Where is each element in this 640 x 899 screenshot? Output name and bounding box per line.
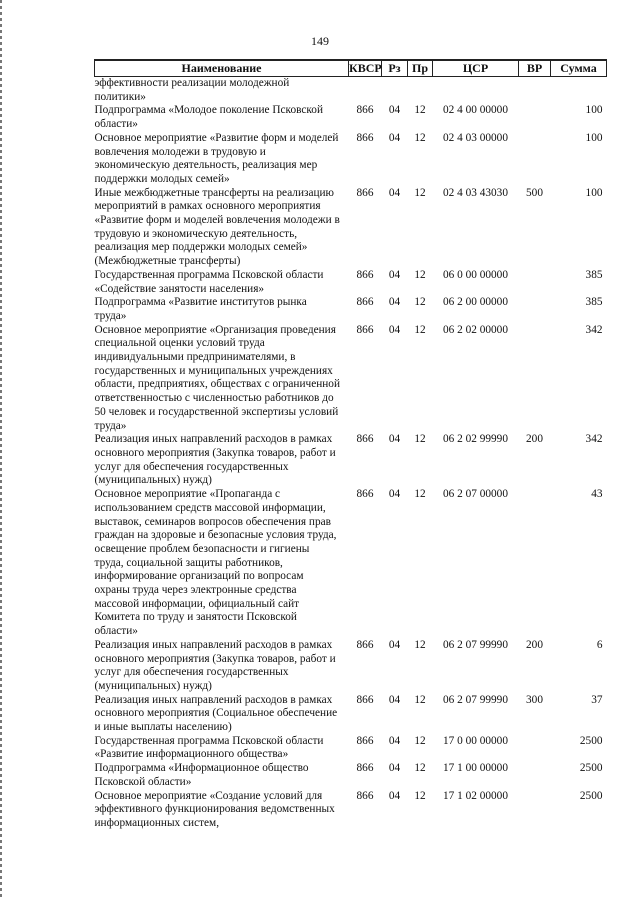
cell-pr: 12: [414, 268, 426, 281]
cell-rz: 04: [388, 104, 401, 117]
cell-csr: 02 4 03 00000: [443, 131, 508, 144]
header-name: Наименование: [95, 60, 349, 77]
cell-kvsr: 866: [356, 296, 374, 309]
cell-csr: 06 2 07 99990: [443, 638, 508, 651]
cell-csr: 02 4 00 00000: [443, 104, 508, 117]
table-row: [95, 735, 607, 762]
cell-name: Подпрограмма «Развитие институтов рынка труда»: [94, 296, 307, 322]
cell-csr: 06 2 07 00000: [443, 488, 508, 501]
cell-vr: 500: [526, 186, 543, 199]
cell-csr: 02 4 03 43030: [443, 186, 508, 199]
header-kvsr: КВСР: [349, 61, 382, 75]
cell-vr: [519, 296, 551, 323]
cell-rz: 04: [388, 734, 401, 747]
cell-pr: [408, 77, 433, 105]
table-body: [95, 77, 607, 831]
header-sum: Сумма: [551, 60, 607, 77]
cell-pr: 12: [414, 638, 426, 651]
cell-name: Государственная программа Псковской области «Развитие информационного общества»: [94, 734, 324, 761]
table-row: [95, 694, 607, 735]
cell-csr: 17 1 00 00000: [443, 762, 508, 775]
cell-kvsr: [349, 77, 382, 105]
budget-table-container: [94, 59, 606, 831]
cell-sum: 385: [585, 268, 603, 281]
cell-vr: 300: [526, 693, 543, 706]
cell-name: Основное мероприятие «Пропаганда с использованием средств массовой информации, выставок, семинаров вопросов обеспечения прав граждан на здоровые и безопасные условия труда, освещение проблем безопасности и гигиены труда, социальной защиты работников, информирование организаций по вопросам охраны труда через электронные средства массовой информации, официальный сайт Комитета по труду и занятости Псковской области»: [94, 488, 337, 638]
cell-name: Иные межбюджетные трансферты на реализацию мероприятий в рамках основного мероприятия «Развитие форм и моделей вовлечения молодежи в трудовую и экономическую деятельность, реализация мер поддержки молодых семей» (Межбюджетные трансферты): [94, 186, 340, 268]
cell-sum: 100: [585, 186, 603, 199]
cell-pr: 12: [414, 131, 426, 144]
header-pr: Пр: [408, 60, 433, 77]
cell-sum: 6: [596, 638, 603, 651]
cell-csr: 17 0 00 00000: [443, 734, 508, 747]
cell-sum: 2500: [579, 734, 603, 747]
cell-sum: [551, 77, 607, 105]
cell-rz: 04: [388, 762, 401, 775]
table-row: [95, 762, 607, 789]
cell-rz: [382, 77, 408, 105]
cell-pr: 12: [414, 186, 426, 199]
header-csr: ЦСР: [433, 60, 519, 77]
cell-name: Основное мероприятие «Организация проведения специальной оценки условий труда индивидуальными предпринимателями, в государственных и муниципальных учреждениях области, предприятиях, обществах с ограниченной ответственностью с численностью работников до 50 человек и государственной экспертизы условий труда»: [94, 323, 340, 432]
cell-kvsr: 866: [356, 734, 374, 747]
cell-name: Подпрограмма «Информационное общество Псковской области»: [94, 762, 309, 788]
cell-rz: 04: [388, 789, 401, 802]
cell-rz: 04: [388, 268, 401, 281]
cell-vr: [519, 324, 551, 434]
cell-vr: [519, 269, 551, 296]
cell-rz: 04: [388, 131, 401, 144]
header-vr: ВР: [519, 60, 551, 77]
cell-kvsr: 866: [356, 186, 374, 199]
cell-csr: 06 2 00 00000: [443, 296, 508, 309]
table-row: [95, 296, 607, 323]
cell-vr: [519, 790, 551, 831]
cell-vr: [519, 132, 551, 187]
cell-pr: 12: [414, 488, 426, 501]
cell-rz: 04: [388, 638, 401, 651]
cell-kvsr: 866: [356, 693, 374, 706]
cell-vr: [519, 488, 551, 639]
scan-edge: [0, 0, 2, 899]
budget-table: [94, 59, 607, 831]
cell-kvsr: 866: [356, 488, 374, 501]
table-row: [95, 488, 607, 639]
table-row: [95, 324, 607, 434]
cell-vr: 200: [526, 433, 543, 446]
cell-name: Реализация иных направлений расходов в рамках основного мероприятия (Закупка товаров, работ и услуг для обеспечения государственных (муниципальных) нужд): [94, 433, 336, 487]
cell-csr: 06 0 00 00000: [443, 268, 508, 281]
table-row: [95, 269, 607, 296]
cell-pr: 12: [414, 693, 426, 706]
cell-sum: 385: [585, 296, 603, 309]
cell-rz: 04: [388, 693, 401, 706]
cell-csr: 06 2 07 99990: [443, 693, 508, 706]
cell-name: Основное мероприятие «Развитие форм и моделей вовлечения молодежи в трудовую и экономическую деятельность, реализация мер поддержки молодых семей»: [94, 131, 339, 185]
cell-pr: 12: [414, 762, 426, 775]
cell-kvsr: 866: [356, 268, 374, 281]
cell-name: Реализация иных направлений расходов в рамках основного мероприятия (Закупка товаров, работ и услуг для обеспечения государственных (муниципальных) нужд): [94, 638, 336, 692]
cell-kvsr: 866: [356, 433, 374, 446]
cell-rz: 04: [388, 296, 401, 309]
cell-csr: 06 2 02 99990: [443, 433, 508, 446]
cell-csr: 17 1 02 00000: [443, 789, 508, 802]
cell-pr: 12: [414, 734, 426, 747]
cell-name: Основное мероприятие «Создание условий для эффективного функционирования ведомственных информационных систем,: [94, 789, 335, 829]
cell-name: Государственная программа Псковской области «Содействие занятости населения»: [94, 268, 324, 295]
cell-sum: 100: [585, 131, 603, 144]
cell-sum: 2500: [579, 762, 603, 775]
cell-kvsr: 866: [356, 131, 374, 144]
cell-csr: [433, 77, 519, 105]
header-rz: Рз: [382, 60, 408, 77]
cell-sum: 342: [585, 433, 603, 446]
cell-pr: 12: [414, 323, 426, 336]
cell-sum: 2500: [579, 789, 603, 802]
cell-csr: 06 2 02 00000: [443, 323, 508, 336]
cell-kvsr: 866: [356, 762, 374, 775]
table-row: [95, 790, 607, 831]
cell-vr: 200: [526, 638, 543, 651]
cell-pr: 12: [414, 433, 426, 446]
cell-sum: 100: [585, 104, 603, 117]
cell-pr: 12: [414, 296, 426, 309]
cell-rz: 04: [388, 323, 401, 336]
cell-rz: 04: [388, 433, 401, 446]
cell-vr: [519, 104, 551, 131]
cell-kvsr: 866: [356, 789, 374, 802]
page-number: 149: [311, 34, 329, 48]
cell-kvsr: 866: [356, 104, 374, 117]
cell-pr: 12: [414, 104, 426, 117]
cell-kvsr: 866: [356, 323, 374, 336]
cell-name: Реализация иных направлений расходов в рамках основного мероприятия (Социальное обеспечение и иные выплаты населению): [94, 693, 338, 734]
cell-pr: 12: [414, 789, 426, 802]
cell-name: Подпрограмма «Молодое поколение Псковской области»: [94, 104, 323, 131]
table-row: [95, 187, 607, 269]
table-row: [95, 104, 607, 131]
table-header-row: [95, 60, 607, 77]
cell-kvsr: 866: [356, 638, 374, 651]
table-row: [95, 433, 607, 488]
cell-rz: 04: [388, 186, 401, 199]
cell-sum: 342: [585, 323, 603, 336]
cell-name: эффективности реализации молодежной политики»: [94, 77, 290, 103]
table-row: [95, 639, 607, 694]
cell-vr: [519, 77, 551, 105]
table-row: [95, 77, 607, 105]
cell-rz: 04: [388, 488, 401, 501]
cell-vr: [519, 762, 551, 789]
cell-sum: 43: [591, 488, 603, 501]
table-row: [95, 132, 607, 187]
cell-vr: [519, 735, 551, 762]
cell-sum: 37: [591, 693, 603, 706]
